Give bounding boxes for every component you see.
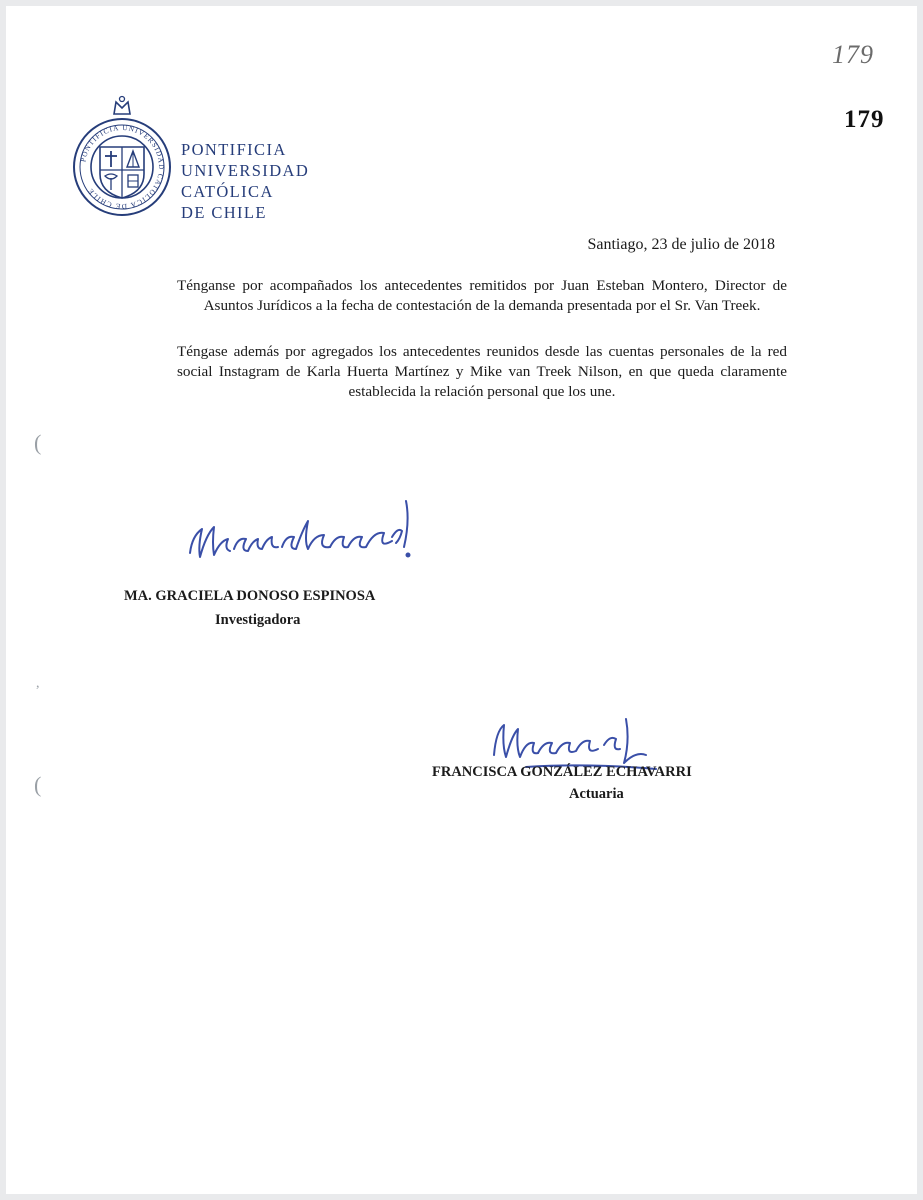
seal-ring-text: PONTIFICIA UNIVERSIDAD CATOLICA DE CHILE (79, 123, 166, 211)
handwritten-signature-1 (178, 491, 428, 581)
signatory-2-role: Actuaria (569, 786, 624, 802)
signatory-1-name: MA. GRACIELA DONOSO ESPINOSA (124, 588, 376, 604)
folio-stamp-printed: 179 (844, 106, 885, 133)
letter-date: Santiago, 23 de julio de 2018 (587, 236, 775, 253)
folio-stamp-handwritten: 179 (832, 40, 874, 69)
signatory-1-role: Investigadora (215, 612, 301, 628)
scan-mark: ( (34, 772, 42, 797)
institution-name-line: DE CHILE (181, 203, 267, 222)
institution-name-line: PONTIFICIA (181, 140, 287, 159)
university-seal-icon (72, 92, 172, 226)
scan-mark: , (36, 676, 40, 691)
institution-name-line: CATÓLICA (181, 182, 274, 201)
body-paragraph-1: Ténganse por acompañados los antecedentes remitidos por Juan Esteban Montero, Director de Asuntos Jurídicos a la fecha de contestación de la demanda presentada por el Sr. Van Treek. (177, 277, 787, 314)
institution-name-line: UNIVERSIDAD (181, 161, 310, 180)
document-page (6, 6, 917, 1194)
signatory-2-name: FRANCISCA GONZÁLEZ ECHAVARRI (432, 764, 692, 780)
body-paragraph-2: Téngase además por agregados los antecedentes reunidos desde las cuentas personales de la red social Instagram de Karla Huerta Martínez y Mike van Treek Nilson, en que queda claramente establecida la relación personal que los une. (177, 343, 787, 400)
scan-mark: ( (34, 430, 42, 455)
institution-name (181, 139, 309, 223)
